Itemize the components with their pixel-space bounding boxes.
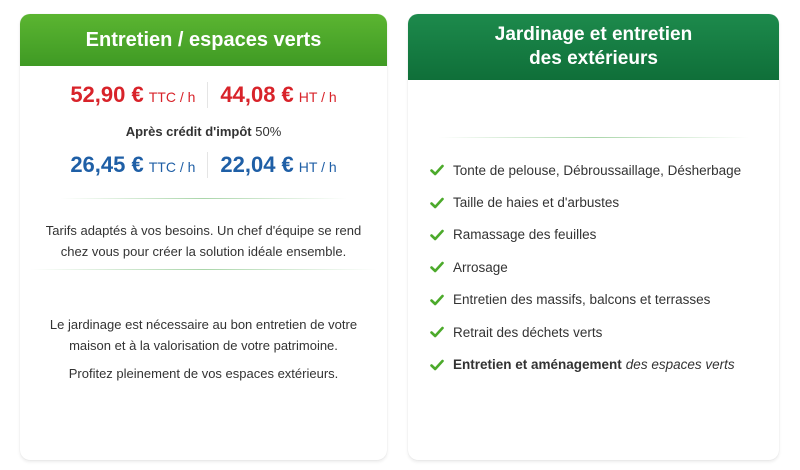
- services-list: [430, 154, 763, 381]
- list-item: [430, 251, 763, 283]
- list-item-label-bold: Entretien et aménagement: [453, 357, 622, 373]
- price-ht: [207, 82, 348, 108]
- divider: [30, 269, 377, 270]
- list-item: [430, 284, 763, 316]
- list-item: [430, 348, 763, 380]
- credit-price-row: [20, 152, 387, 178]
- divider: [438, 137, 749, 138]
- list-item-label: Entretien des massifs, balcons et terrasses: [453, 292, 711, 308]
- intro-text: [40, 314, 367, 384]
- credit-price-ht-amount: 22,04 €: [220, 152, 294, 177]
- pricing-card-header: [20, 14, 387, 66]
- credit-price-ht: [207, 152, 348, 178]
- tarifs-text: [40, 220, 367, 262]
- price-ttc-unit: TTC / h: [148, 89, 196, 105]
- credit-price-ttc-unit: TTC / h: [148, 159, 196, 175]
- list-item-label: Retrait des déchets verts: [453, 324, 603, 340]
- credit-price-ttc: [58, 152, 207, 178]
- check-icon: [430, 293, 444, 307]
- price-ttc: [58, 82, 207, 108]
- list-item-label: Tonte de pelouse, Débroussaillage, Désherbage: [453, 162, 742, 178]
- tax-credit-text: Après crédit d'impôt: [125, 124, 252, 139]
- list-item: [430, 316, 763, 348]
- list-item-label: Taille de haies et d'arbustes: [453, 195, 620, 211]
- credit-price-ht-unit: HT / h: [298, 159, 337, 175]
- pricing-card: [20, 14, 387, 460]
- tarifs-line: Tarifs adaptés à vos besoins. Un chef d'équipe se rend: [45, 223, 362, 238]
- services-card: [408, 14, 779, 460]
- check-icon: [430, 163, 444, 177]
- divider: [60, 198, 347, 199]
- check-icon: [430, 260, 444, 274]
- price-ht-amount: 44,08 €: [220, 82, 294, 107]
- price-ht-unit: HT / h: [298, 89, 337, 105]
- check-icon: [430, 325, 444, 339]
- check-icon: [430, 358, 444, 372]
- services-card-title: [495, 23, 692, 71]
- list-item-label-italic: des espaces verts: [625, 357, 735, 373]
- tax-credit-percent: 50%: [255, 124, 282, 139]
- intro-line: Profitez pleinement de vos espaces extérieurs.: [68, 366, 339, 381]
- intro-line: Le jardinage est nécessaire au bon entretien de votre: [49, 317, 358, 332]
- price-ttc-amount: 52,90 €: [70, 82, 144, 107]
- list-item-label: Arrosage: [453, 259, 508, 275]
- pricing-card-title: Entretien / espaces verts: [85, 28, 322, 51]
- list-item: [430, 186, 763, 218]
- check-icon: [430, 228, 444, 242]
- credit-price-ttc-amount: 26,45 €: [70, 152, 144, 177]
- tarifs-line: chez vous pour créer la solution idéale ensemble.: [60, 244, 347, 259]
- price-row: [20, 82, 387, 108]
- tax-credit-label: [20, 124, 387, 139]
- services-card-header: [408, 14, 779, 80]
- list-item: [430, 219, 763, 251]
- check-icon: [430, 196, 444, 210]
- list-item: [430, 154, 763, 186]
- intro-line: maison et à la valorisation de votre patrimoine.: [69, 338, 338, 353]
- list-item-label: Ramassage des feuilles: [453, 227, 597, 243]
- services-title-line: des extérieurs: [529, 48, 658, 69]
- services-title-line: Jardinage et entretien: [494, 24, 693, 45]
